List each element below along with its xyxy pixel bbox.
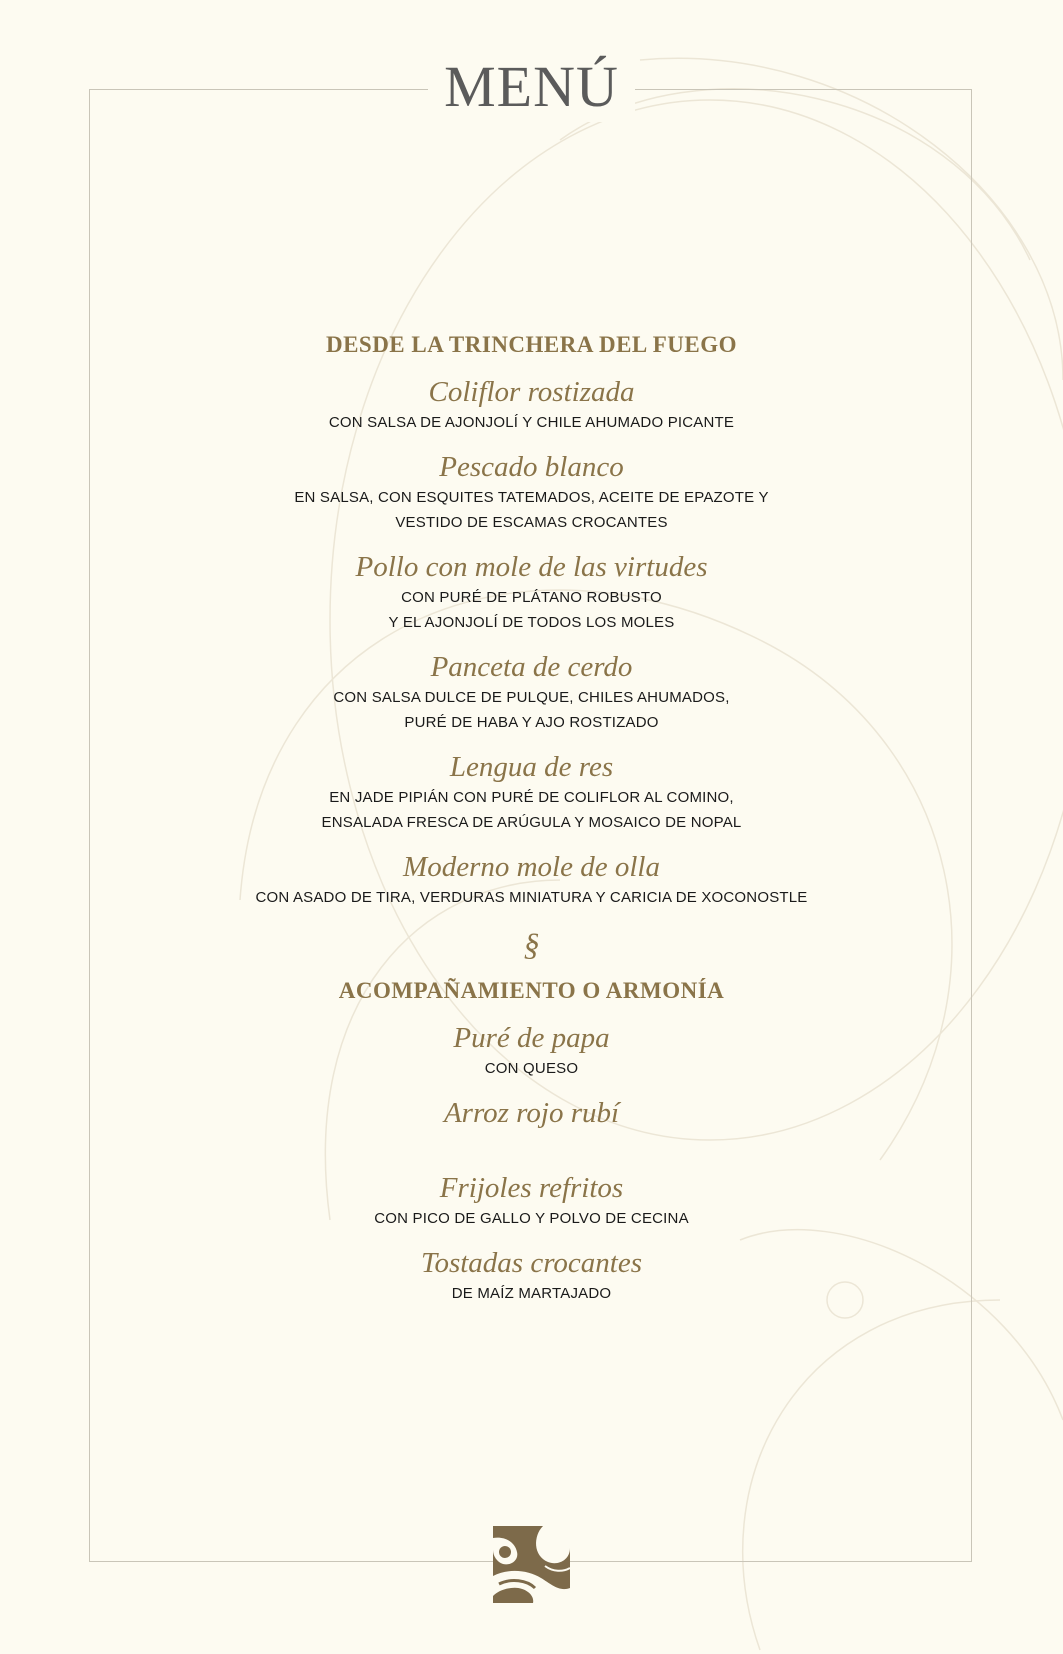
- dish-item: [89, 849, 974, 910]
- dish-description: CON QUESO: [484, 1060, 579, 1077]
- section-heading-fuego: DESDE LA TRINCHERA DEL FUEGO: [325, 332, 738, 357]
- dish-name: Frijoles refritos: [439, 1172, 624, 1204]
- dish-description: ENSALADA FRESCA DE ARÚGULA Y MOSAICO DE NOPAL: [321, 814, 742, 831]
- dish-item: [89, 549, 974, 635]
- dish-description: CON SALSA DULCE DE PULQUE, CHILES AHUMADOS,: [333, 689, 730, 706]
- dish-name: Lengua de res: [449, 751, 614, 783]
- dish-description: [89, 1131, 974, 1156]
- dish-description: CON ASADO DE TIRA, VERDURAS MINIATURA Y CARICIA DE XOCONOSTLE: [255, 889, 808, 906]
- menu-title-text: MENÚ: [428, 52, 635, 122]
- dish-name: Arroz rojo rubí: [443, 1097, 620, 1129]
- section-separator-mark: §: [523, 926, 540, 962]
- dish-item: [89, 649, 974, 735]
- dish-item: [89, 1095, 974, 1156]
- dish-name: Moderno mole de olla: [403, 851, 660, 883]
- restaurant-monogram-logo: [493, 1526, 570, 1603]
- dish-item: [89, 374, 974, 435]
- dish-description: CON SALSA DE AJONJOLÍ Y CHILE AHUMADO PICANTE: [328, 414, 735, 431]
- dish-item: [89, 1170, 974, 1231]
- dish-item: [89, 1245, 974, 1306]
- dish-name: Tostadas crocantes: [420, 1247, 642, 1279]
- menu-content: [89, 330, 974, 1306]
- dish-description: EN JADE PIPIÁN CON PURÉ DE COLIFLOR AL COMINO,: [329, 789, 734, 806]
- section-heading-acompanamiento: ACOMPAÑAMIENTO O ARMONÍA: [338, 978, 725, 1003]
- dish-name: Pollo con mole de las virtudes: [355, 551, 708, 583]
- dish-item: [89, 449, 974, 535]
- dish-item: [89, 749, 974, 835]
- dish-description: EN SALSA, CON ESQUITES TATEMADOS, ACEITE DE EPAZOTE Y: [294, 489, 769, 506]
- dish-item: [89, 1020, 974, 1081]
- dish-description: CON PURÉ DE PLÁTANO ROBUSTO: [401, 589, 662, 606]
- dish-description: DE MAÍZ MARTAJADO: [451, 1285, 612, 1302]
- dish-name: Puré de papa: [453, 1022, 610, 1054]
- dish-name: Pescado blanco: [439, 451, 624, 483]
- dish-name: Panceta de cerdo: [430, 651, 633, 683]
- dish-name: Coliflor rostizada: [428, 376, 635, 408]
- dish-description: VESTIDO DE ESCAMAS CROCANTES: [395, 514, 668, 531]
- dish-description: Y EL AJONJOLÍ DE TODOS LOS MOLES: [388, 614, 675, 631]
- dish-description: CON PICO DE GALLO Y POLVO DE CECINA: [374, 1210, 689, 1227]
- dish-description: PURÉ DE HABA Y AJO ROSTIZADO: [404, 714, 659, 731]
